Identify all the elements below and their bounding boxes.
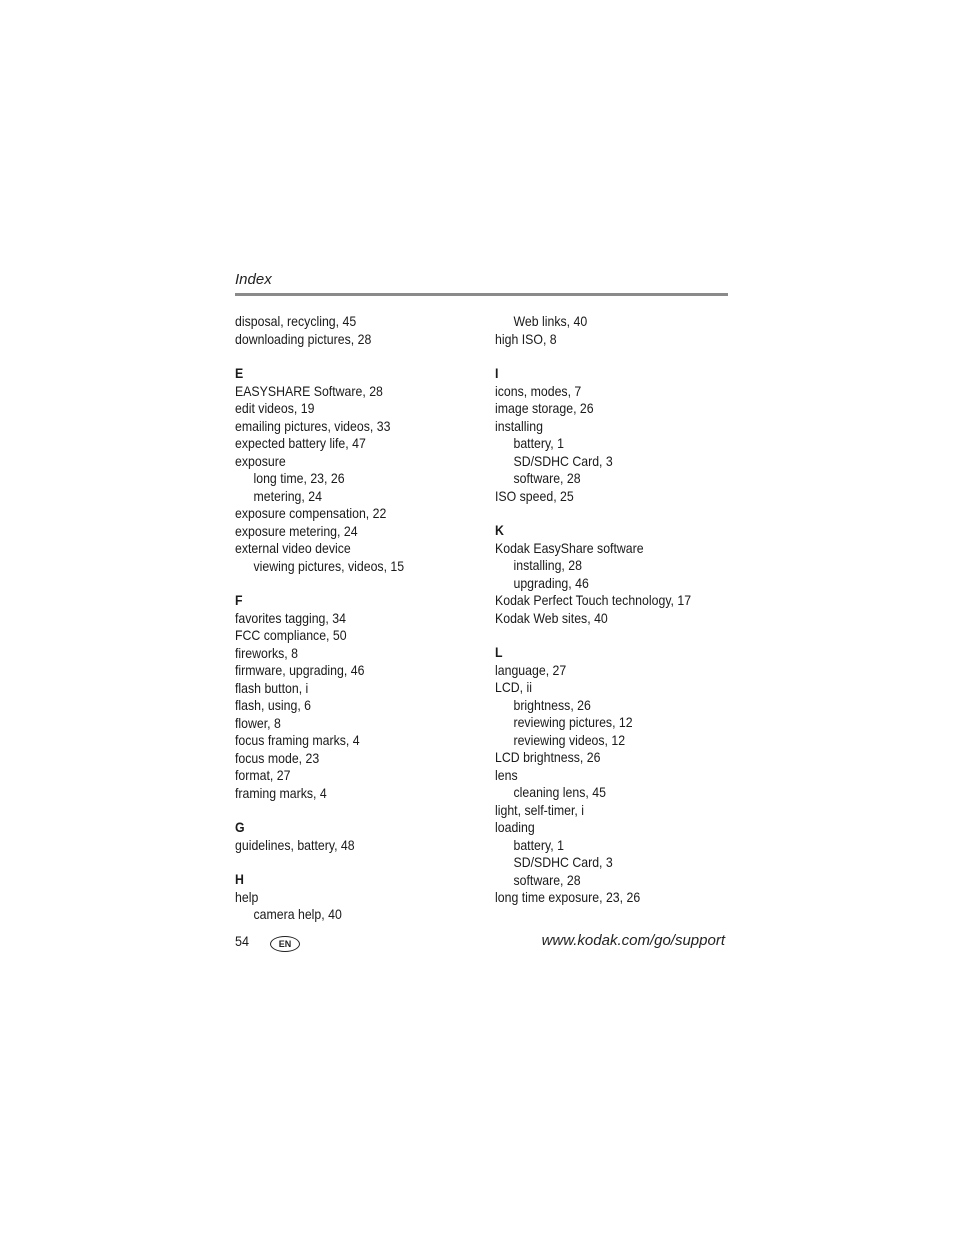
index-entry: image storage, 26 (495, 400, 594, 416)
index-column-left (235, 313, 481, 924)
index-entry: edit videos, 19 (235, 400, 315, 416)
index-subentry: SD/SDHC Card, 3 (513, 854, 613, 870)
index-entry: lens (495, 766, 518, 783)
index-entry: focus mode, 23 (235, 749, 320, 766)
index-entry: ISO speed, 25 (495, 487, 574, 504)
index-entry: icons, modes, 7 (495, 382, 582, 399)
index-subentry: cleaning lens, 45 (513, 784, 606, 800)
index-entry: expected battery life, 47 (235, 435, 366, 451)
index-subentry: camera help, 40 (253, 906, 342, 922)
index-entry: light, self-timer, i (495, 801, 585, 818)
index-subentry: metering, 24 (253, 487, 322, 504)
index-entry: focus framing marks, 4 (235, 732, 360, 748)
index-entry: flash button, i (235, 679, 309, 696)
index-entry: long time exposure, 23, 26 (495, 889, 641, 905)
index-entry: guidelines, battery, 48 (235, 836, 355, 853)
page-number: 54 (235, 933, 250, 949)
index-entry: Kodak Perfect Touch technology, 17 (495, 592, 692, 608)
index-entry: emailing pictures, videos, 33 (235, 417, 391, 434)
header-divider (235, 293, 728, 296)
index-entry: FCC compliance, 50 (235, 627, 347, 643)
index-subentry: upgrading, 46 (513, 574, 589, 591)
index-subentry: battery, 1 (513, 836, 564, 853)
index-entry: installing (495, 417, 543, 434)
index-entry: external video device (235, 540, 351, 556)
index-entry: firmware, upgrading, 46 (235, 662, 365, 678)
index-subentry: viewing pictures, videos, 15 (253, 557, 405, 574)
index-section-letter: G (235, 819, 245, 835)
index-entry: EASYSHARE Software, 28 (235, 382, 383, 399)
index-subentry: long time, 23, 26 (253, 470, 345, 486)
index-subentry: reviewing pictures, 12 (513, 714, 633, 730)
language-badge: EN (270, 936, 300, 952)
index-section-letter: I (495, 365, 499, 381)
index-entry: LCD brightness, 26 (495, 749, 601, 765)
support-url: www.kodak.com/go/support (541, 932, 725, 949)
index-entry: Kodak Web sites, 40 (495, 609, 608, 626)
index-section-letter: K (495, 522, 504, 538)
index-entry: disposal, recycling, 45 (235, 313, 357, 329)
index-subentry: Web links, 40 (513, 313, 588, 329)
index-entry: fireworks, 8 (235, 644, 298, 661)
index-section-letter: E (235, 365, 244, 381)
index-subentry: SD/SDHC Card, 3 (513, 452, 613, 469)
page-header-title: Index (235, 271, 272, 288)
index-subentry: reviewing videos, 12 (513, 731, 626, 748)
index-entry: flower, 8 (235, 714, 281, 731)
index-entry: format, 27 (235, 767, 291, 783)
index-entry: LCD, ii (495, 679, 532, 695)
index-section-letter: L (495, 644, 503, 660)
index-section-letter: H (235, 871, 244, 887)
index-entry: downloading pictures, 28 (235, 330, 372, 347)
index-entry: exposure compensation, 22 (235, 505, 387, 521)
index-entry: flash, using, 6 (235, 697, 312, 713)
index-entry: loading (495, 819, 535, 835)
index-subentry: brightness, 26 (513, 696, 591, 713)
index-entry: framing marks, 4 (235, 784, 327, 801)
index-entry: language, 27 (495, 661, 567, 678)
index-entry: Kodak EasyShare software (495, 539, 644, 556)
index-subentry: battery, 1 (513, 435, 564, 451)
index-section-letter: F (235, 592, 243, 608)
index-entry: exposure (235, 452, 286, 469)
index-entry: exposure metering, 24 (235, 522, 358, 539)
index-subentry: software, 28 (513, 871, 581, 888)
index-subentry: installing, 28 (513, 557, 582, 573)
index-subentry: software, 28 (513, 470, 581, 486)
index-entry: help (235, 888, 259, 905)
index-entry: high ISO, 8 (495, 330, 557, 347)
index-column-right (495, 313, 741, 907)
index-entry: favorites tagging, 34 (235, 609, 346, 626)
